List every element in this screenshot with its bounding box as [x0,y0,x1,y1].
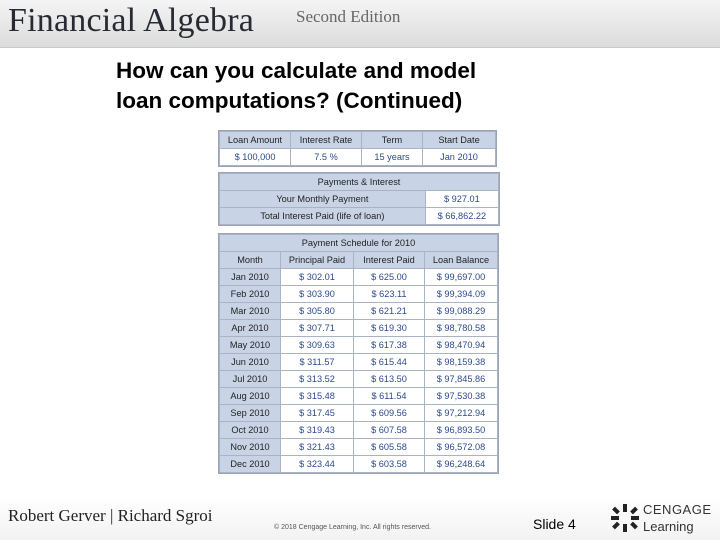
table-row [220,405,498,422]
month-cell: Oct 2010 [220,422,281,439]
balance-cell: $ 97,845.86 [425,371,498,388]
month-cell: Mar 2010 [220,303,281,320]
monthly-payment-value: $ 927.01 [425,191,498,208]
table-row [220,354,498,371]
learning-wordmark: Learning [643,519,694,534]
interest-cell: $ 613.50 [354,371,425,388]
month-cell: Feb 2010 [220,286,281,303]
month-cell: May 2010 [220,337,281,354]
loan-details-panel [218,130,497,167]
footer-bar [0,496,720,540]
principal-cell: $ 311.57 [281,354,354,371]
balance-cell: $ 99,088.29 [425,303,498,320]
payments-title: Payments & Interest [220,174,499,191]
payments-table [219,173,499,225]
schedule-table [219,234,498,473]
interest-cell: $ 625.00 [354,269,425,286]
interest-cell: $ 617.38 [354,337,425,354]
month-cell: Nov 2010 [220,439,281,456]
cengage-wordmark: CENGAGE [643,502,712,517]
term-value: 15 years [362,149,423,166]
month-cell: Jan 2010 [220,269,281,286]
schedule-panel [218,233,499,474]
interest-cell: $ 623.11 [354,286,425,303]
interest-cell: $ 615.44 [354,354,425,371]
total-interest-value: $ 66,862.22 [425,208,498,225]
principal-cell: $ 309.63 [281,337,354,354]
slide-title [116,56,636,116]
interest-cell: $ 603.58 [354,456,425,473]
principal-cell: $ 305.80 [281,303,354,320]
principal-cell: $ 319.43 [281,422,354,439]
cengage-logo [610,499,718,537]
authors: Robert Gerver | Richard Sgroi [8,506,213,525]
table-row [220,286,498,303]
header-bar [0,0,720,48]
balance-cell: $ 96,893.50 [425,422,498,439]
balance-cell: $ 99,697.00 [425,269,498,286]
principal-header: Principal Paid [281,252,354,269]
balance-cell: $ 96,572.08 [425,439,498,456]
total-interest-label: Total Interest Paid (life of loan) [220,208,426,225]
principal-cell: $ 317.45 [281,405,354,422]
slide-number: Slide 4 [533,516,576,532]
interest-rate-header: Interest Rate [291,132,362,149]
copyright: © 2018 Cengage Learning, Inc. All rights reserved. [274,524,431,531]
loan-amount-value: $ 100,000 [220,149,291,166]
interest-header: Interest Paid [354,252,425,269]
month-cell: Jul 2010 [220,371,281,388]
slide-title-line1: How can you calculate and model [116,58,477,83]
principal-cell: $ 302.01 [281,269,354,286]
table-row [220,422,498,439]
cengage-mark-icon [610,503,640,533]
month-cell: Dec 2010 [220,456,281,473]
principal-cell: $ 307.71 [281,320,354,337]
month-cell: Apr 2010 [220,320,281,337]
loan-amount-header: Loan Amount [220,132,291,149]
table-row [220,388,498,405]
principal-cell: $ 323.44 [281,456,354,473]
table-row [220,320,498,337]
balance-cell: $ 97,530.38 [425,388,498,405]
start-date-value: Jan 2010 [423,149,496,166]
interest-cell: $ 611.54 [354,388,425,405]
interest-cell: $ 609.56 [354,405,425,422]
interest-cell: $ 607.58 [354,422,425,439]
schedule-title: Payment Schedule for 2010 [220,235,498,252]
monthly-payment-label: Your Monthly Payment [220,191,426,208]
table-row [220,439,498,456]
interest-rate-value: 7.5 % [291,149,362,166]
month-cell: Aug 2010 [220,388,281,405]
interest-cell: $ 605.58 [354,439,425,456]
balance-cell: $ 96,248.64 [425,456,498,473]
month-cell: Jun 2010 [220,354,281,371]
interest-cell: $ 619.30 [354,320,425,337]
balance-cell: $ 98,159.38 [425,354,498,371]
brand-edition: Second Edition [296,7,401,26]
principal-cell: $ 313.52 [281,371,354,388]
table-row [220,269,498,286]
table-row [220,303,498,320]
month-cell: Sep 2010 [220,405,281,422]
principal-cell: $ 321.43 [281,439,354,456]
principal-cell: $ 303.90 [281,286,354,303]
interest-cell: $ 621.21 [354,303,425,320]
payments-panel [218,172,500,226]
term-header: Term [362,132,423,149]
start-date-header: Start Date [423,132,496,149]
table-row [220,456,498,473]
balance-cell: $ 98,780.58 [425,320,498,337]
balance-header: Loan Balance [425,252,498,269]
table-row [220,371,498,388]
balance-cell: $ 97,212.94 [425,405,498,422]
balance-cell: $ 98,470.94 [425,337,498,354]
month-header: Month [220,252,281,269]
loan-details-table [219,131,496,166]
principal-cell: $ 315.48 [281,388,354,405]
balance-cell: $ 99,394.09 [425,286,498,303]
slide-title-line2: loan computations? (Continued) [116,88,463,113]
table-row [220,337,498,354]
brand-title: Financial Algebra [8,2,255,39]
